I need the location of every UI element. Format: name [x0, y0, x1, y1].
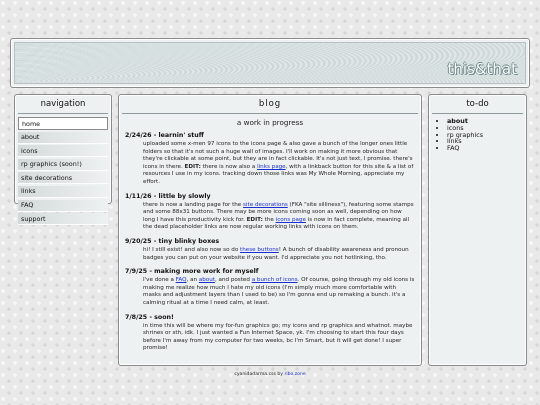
todo-item: • links: [447, 138, 526, 145]
post-text: (FKA "site silliness"), featuring some stamps and some 88x31 buttons. There may be more icons coming soon as well, depending on how long I have this productivity kick for.: [143, 201, 414, 223]
post-body: [143, 323, 415, 353]
post-text: there is now a landing page for the: [143, 201, 244, 208]
blog-post: [125, 238, 415, 262]
todo-item: • about: [447, 118, 526, 125]
post-link[interactable]: FAQ: [175, 277, 187, 284]
todo-panel: [428, 94, 527, 366]
post-text: , and posted: [214, 277, 252, 284]
footer: [0, 372, 540, 377]
nav-item-about[interactable]: about: [18, 132, 108, 144]
post-text: ! A bunch of disability awareness and pronoun badges you can put on your website if you want. I'd appreciate you not hotlinking, tho.: [143, 246, 409, 261]
post-title: 7/9/25 - making more work for myself: [125, 268, 259, 276]
post-text: in time this will be where my for-fun graphics go; my icons and rp graphics and whatnot. maybe shrines or sth, idk. I just wanted a Fun Internet Space, yk. I'm choosing to start this four days before I'm away from my computer for two weeks, bc I'm Smart, but it will get done! I super promise!: [143, 322, 413, 352]
post-title: 7/8/25 - soon!: [125, 313, 174, 321]
post-link[interactable]: links page: [257, 163, 286, 170]
post-text: I've done a: [143, 277, 176, 284]
post-title: 2/24/26 - learnin' stuff: [125, 132, 204, 139]
blog-post: [125, 193, 415, 232]
post-body: [143, 141, 415, 187]
blog-post: [125, 268, 415, 307]
nav-item-support[interactable]: support: [18, 213, 108, 225]
site-title: this&that: [447, 60, 517, 78]
todo-item: • rp graphics: [447, 132, 526, 139]
post-link[interactable]: site decorations: [243, 201, 288, 208]
nav-item-icons[interactable]: icons: [18, 145, 108, 157]
todo-item: • icons: [447, 125, 526, 132]
post-title: 1/11/26 - little by slowly: [125, 192, 211, 200]
blog-posts: [119, 132, 421, 353]
nav-item-links[interactable]: links: [18, 186, 108, 198]
post-link[interactable]: these buttons: [240, 246, 279, 253]
footer-link[interactable]: ribo.zone: [284, 372, 306, 377]
post-link[interactable]: icons page: [275, 216, 306, 223]
todo-item: • FAQ: [447, 145, 526, 152]
post-text: is now in fact complete, meaning all the dead placeholder links are now regular working links with icons on them.: [143, 216, 410, 231]
navigation-panel: [14, 94, 112, 223]
blog-heading: blog: [122, 95, 418, 114]
post-text: , an: [186, 277, 199, 284]
post-text: uploaded some x-men 97 icons to the icons page & also gave a bunch of the longer ones little folders so that it's not such a huge wall of images. I'll work on making it more obvious that they're clickable at some point, but they are in fact clickable. It's not just text, I promise. there's icons in there.: [143, 141, 413, 170]
post-text: , with a linkback button for this site & a list of resources I use in my icons. tracking down those links was My Whole Morning, appreciate my effort.: [143, 163, 414, 185]
nav-item-rp-graphics[interactable]: rp graphics (soon!): [18, 159, 108, 171]
post-text: there is now also a: [200, 163, 258, 170]
post-text: hi! I still exist! and also now so do: [143, 246, 241, 253]
post-body: [143, 247, 415, 262]
post-text: . Of course, going through my old icons is making me realize how much I hate my old icons (I'm simply much more comfortable with masks and adjustment layers than I used to be) so I'm gonna end up remaking a bunch. it's a calming ritual at a time I need calm, at least.: [143, 277, 415, 306]
blog-subtitle: a work in progress: [236, 118, 304, 127]
blog-panel: [118, 94, 422, 366]
navigation-list: [18, 117, 108, 225]
post-link[interactable]: a bunch of icons: [251, 277, 298, 284]
todo-heading: to-do: [432, 95, 523, 114]
footer-credit: cyanidadarma.css by: [234, 372, 285, 377]
todo-list: [429, 118, 526, 152]
nav-item-home[interactable]: home: [18, 117, 108, 130]
post-text: the: [262, 216, 276, 223]
site-header: [10, 38, 530, 88]
nav-item-site-decorations[interactable]: site decorations: [18, 172, 108, 184]
navigation-heading: navigation: [18, 95, 108, 114]
post-title: 9/20/25 - tiny blinky boxes: [125, 237, 220, 245]
blog-post: [125, 132, 415, 187]
post-emphasis: EDIT:: [246, 216, 263, 223]
header-banner: [14, 42, 526, 84]
post-link[interactable]: about: [198, 277, 215, 284]
post-emphasis: EDIT:: [184, 163, 201, 170]
blog-post: [125, 314, 415, 353]
post-body: [143, 277, 415, 307]
post-body: [143, 202, 415, 232]
nav-item-faq[interactable]: FAQ: [18, 200, 108, 212]
